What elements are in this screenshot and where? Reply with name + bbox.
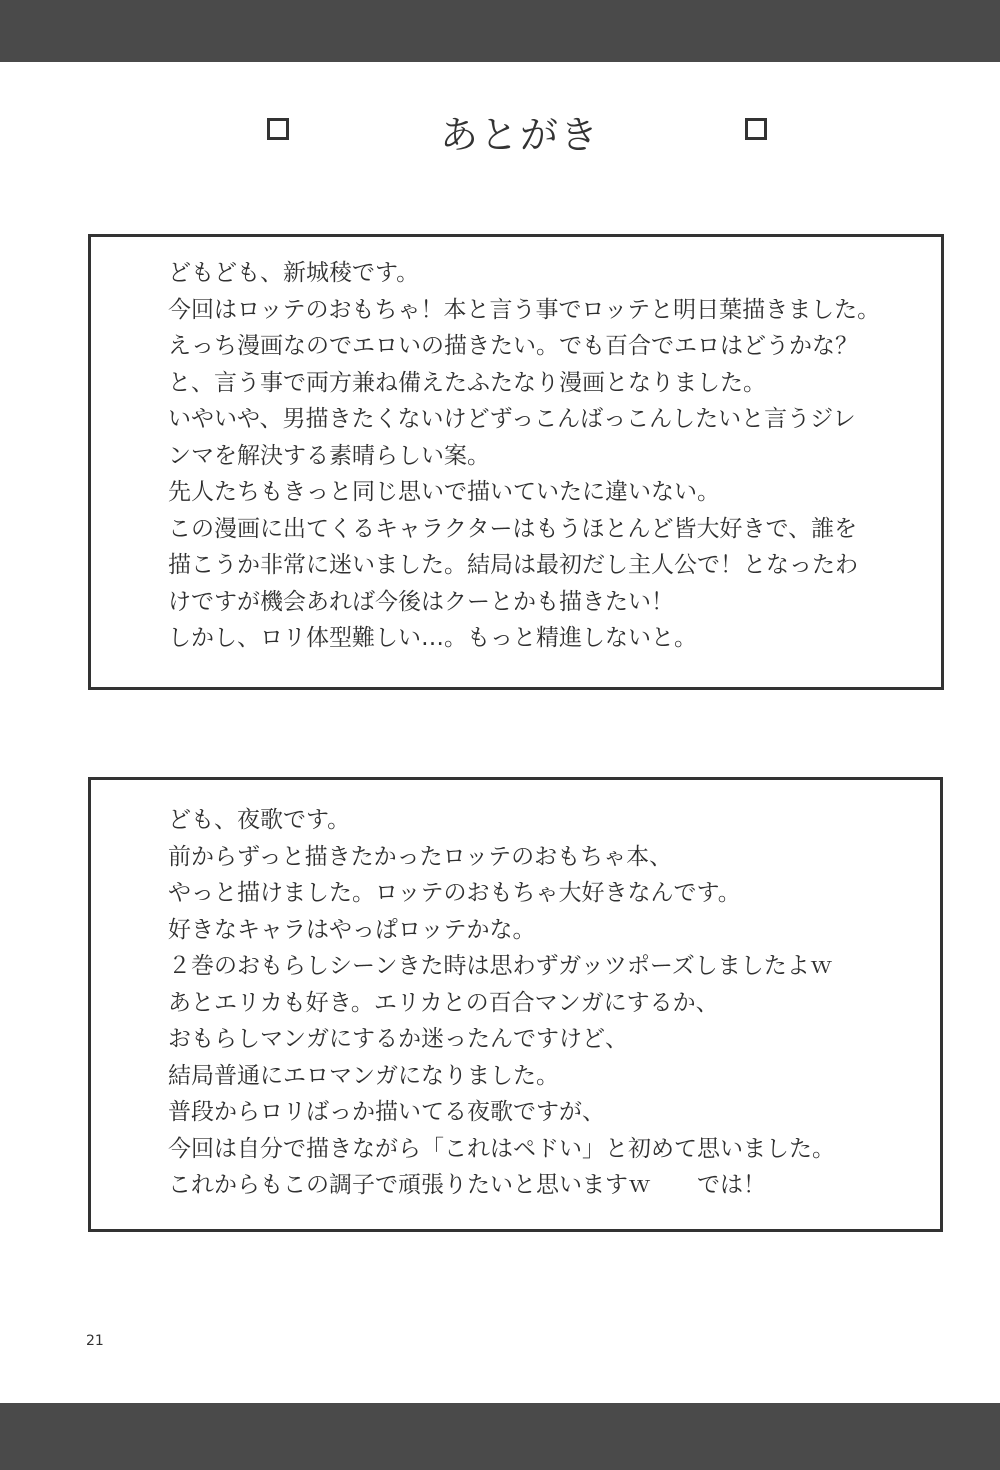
afterword-box-shinjou [88,234,944,690]
page-number: 21 [86,1333,104,1349]
text-line: ンマを解決する素晴らしい案。 [168,442,490,469]
top-border-bar [0,0,1000,62]
square-ornament-left [267,118,289,140]
text-line: あとエリカも好き。エリカとの百合マンガにするか、 [168,989,719,1016]
text-line: 好きなキャラはやっぱロッテかな。 [168,916,536,943]
text-line: やっと描けました。ロッテのおもちゃ大好きなんです。 [168,880,741,906]
text-line: おもらしマンガにするか迷ったんですけど、 [168,1026,628,1052]
text-line: 今回は自分で描きながら「これはペドい」と初めて思いました。 [168,1135,835,1162]
title-row [0,100,1000,160]
text-line: と、言う事で両方兼ね備えたふたなり漫画となりました。 [168,369,766,396]
square-ornament-right [745,118,767,140]
text-line: 今回はロッテのおもちゃ！本と言う事でロッテと明日葉描きました。 [168,296,881,323]
bottom-border-bar [0,1403,1000,1470]
text-line: 結局普通にエロマンガになりました。 [168,1062,559,1089]
text-line: えっち漫画なのでエロいの描きたい。でも百合でエロはどうかな？ [168,333,858,359]
afterword-text [168,802,835,1204]
text-line: 先人たちもきっと同じ思いで描いていたに違いない。 [168,479,720,505]
text-line: 描こうか非常に迷いました。結局は最初だし主人公で！となったわ [168,552,858,578]
afterword-text [168,255,880,657]
text-line: ２巻のおもらしシーンきた時は思わずガッツポーズしましたよｗ [168,953,833,979]
text-line: これからもこの調子で頑張りたいと思いますｗ では！ [168,1172,766,1198]
text-line: しかし、ロリ体型難しい…。もっと精進しないと。 [168,625,697,651]
text-line: この漫画に出てくるキャラクターはもうほとんど皆大好きで、誰を [168,515,858,542]
text-line: どもども、新城稜です。 [168,260,420,286]
page-title: あとがき [439,113,600,157]
text-line: 前からずっと描きたかったロッテのおもちゃ本、 [168,843,673,870]
afterword-box-yauta [88,777,943,1232]
text-line: いやいや、男描きたくないけどずっこんばっこんしたいと言うジレ [168,406,856,432]
text-line: ども、夜歌です。 [168,807,351,833]
text-line: けですが機会あれば今後はクーとかも描きたい！ [168,588,674,615]
text-line: 普段からロリばっか描いてる夜歌ですが、 [168,1099,605,1125]
